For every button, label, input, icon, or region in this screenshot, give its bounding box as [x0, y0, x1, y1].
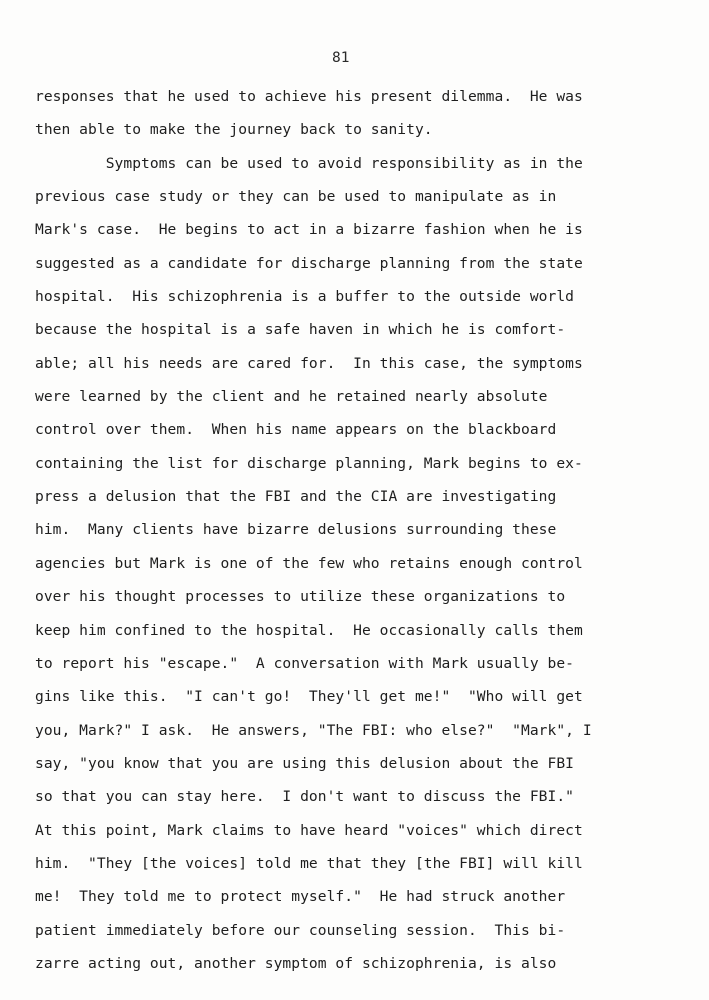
text-line: over his thought processes to utilize these organizations to: [35, 588, 566, 606]
text-line: Mark's case. He begins to act in a bizarre fashion when he is: [35, 221, 583, 239]
text-line: him. "They [the voices] told me that they [the FBI] will kill: [35, 854, 583, 872]
text-line: zarre acting out, another symptom of schizophrenia, is also: [35, 954, 557, 972]
text-line: me! They told me to protect myself." He had struck another: [35, 888, 566, 906]
text-line: suggested as a candidate for discharge planning from the state: [35, 254, 583, 272]
text-line: responses that he used to achieve his present dilemma. He was: [35, 88, 583, 105]
text-line: so that you can stay here. I don't want to discuss the FBI.": [35, 788, 575, 806]
text-line: gins like this. "I can't go! They'll get me!" "Who will get: [35, 688, 583, 706]
text-line: then able to make the journey back to sanity.: [35, 121, 433, 139]
text-line: At this point, Mark claims to have heard "voices" which direct: [35, 821, 583, 839]
text-line: Symptoms can be used to avoid responsibility as in the: [35, 154, 583, 172]
text-line: agencies but Mark is one of the few who retains enough control: [35, 554, 583, 572]
text-line: containing the list for discharge planning, Mark begins to ex-: [35, 454, 583, 472]
text-line: you, Mark?" I ask. He answers, "The FBI: who else?" "Mark", I: [35, 721, 592, 739]
text-line: press a delusion that the FBI and the CIA are investigating: [35, 488, 557, 506]
text-line: because the hospital is a safe haven in which he is comfort-: [35, 321, 566, 339]
body-text: [35, 80, 695, 980]
text-line: hospital. His schizophrenia is a buffer to the outside world: [35, 288, 575, 306]
text-line: able; all his needs are cared for. In this case, the symptoms: [35, 354, 583, 372]
text-line: keep him confined to the hospital. He occasionally calls them: [35, 621, 583, 639]
text-line: control over them. When his name appears on the blackboard: [35, 421, 557, 439]
text-line: him. Many clients have bizarre delusions surrounding these: [35, 521, 557, 539]
text-line: patient immediately before our counseling session. This bi-: [35, 921, 566, 939]
text-line: to report his "escape." A conversation with Mark usually be-: [35, 654, 575, 672]
text-line: say, "you know that you are using this delusion about the FBI: [35, 754, 575, 772]
page-number: 81: [332, 50, 350, 66]
text-line: previous case study or they can be used to manipulate as in: [35, 188, 557, 206]
text-line: were learned by the client and he retained nearly absolute: [35, 388, 548, 406]
